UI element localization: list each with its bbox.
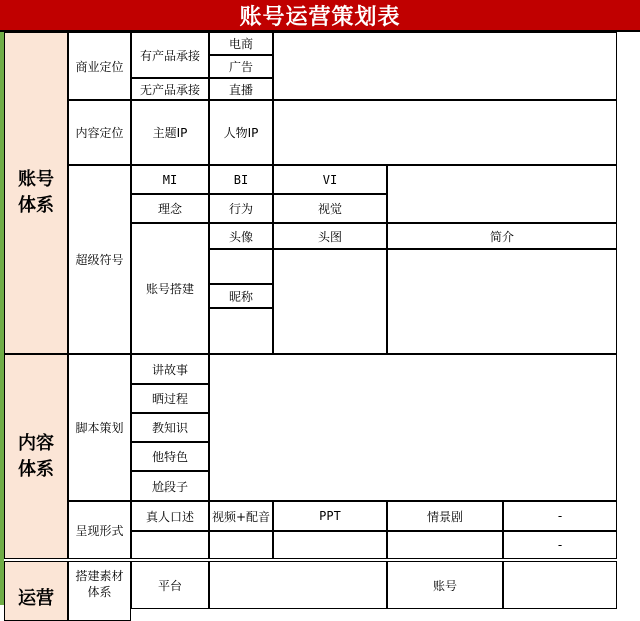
script-item-storytelling: 讲故事 xyxy=(131,354,209,384)
intro-value-cell[interactable] xyxy=(387,249,617,354)
section-content-system xyxy=(4,354,68,559)
platform-label: 平台 xyxy=(131,561,209,609)
form-dash-1: - xyxy=(503,501,617,531)
intro-label: 简介 xyxy=(387,223,617,249)
script-item-process: 晒过程 xyxy=(131,384,209,413)
nickname-label: 昵称 xyxy=(209,284,273,308)
form-ppt: PPT xyxy=(273,501,387,531)
section-account-line1: 账号 xyxy=(18,169,54,190)
mi-label: MI xyxy=(131,165,209,194)
materials-system-label xyxy=(68,561,131,621)
materials-label-line1: 搭建素材 xyxy=(75,569,124,583)
bi-label: BI xyxy=(209,165,273,194)
avatar-value-cell[interactable] xyxy=(209,249,273,284)
content-positioning-area[interactable] xyxy=(273,100,617,165)
section-account-system xyxy=(4,32,68,354)
sheet-title: 账号运营策划表 xyxy=(0,0,640,32)
theme-ip-label: 主题IP xyxy=(131,100,209,165)
account-build-label: 账号搭建 xyxy=(131,223,209,354)
super-symbol-label: 超级符号 xyxy=(68,165,131,354)
business-content-area[interactable] xyxy=(273,32,617,100)
form-value-live-talk[interactable] xyxy=(131,531,209,559)
script-item-jokes: 尬段子 xyxy=(131,471,209,501)
vi-label: VI xyxy=(273,165,387,194)
header-image-value-cell[interactable] xyxy=(273,249,387,354)
form-video-voiceover: 视频+配音 xyxy=(209,501,273,531)
section-content-line1: 内容 xyxy=(18,432,54,454)
form-live-talk: 真人口述 xyxy=(131,501,209,531)
section-operation xyxy=(4,561,68,621)
script-planning-label: 脚本策划 xyxy=(68,354,131,501)
persona-ip-label: 人物IP xyxy=(209,100,273,165)
script-item-features: 他特色 xyxy=(131,442,209,471)
section-operation-line1: 运营 xyxy=(18,588,54,609)
form-value-video-voiceover[interactable] xyxy=(209,531,273,559)
materials-label-line2: 体系 xyxy=(87,585,112,599)
content-positioning-label: 内容定位 xyxy=(68,100,131,165)
concept-label: 理念 xyxy=(131,194,209,223)
without-product-label: 无产品承接 xyxy=(131,78,209,100)
section-account-line2: 体系 xyxy=(18,195,54,216)
symbol-content-area[interactable] xyxy=(387,165,617,223)
form-sketch: 情景剧 xyxy=(387,501,503,531)
nickname-value-cell[interactable] xyxy=(209,308,273,354)
header-image-label: 头图 xyxy=(273,223,387,249)
presentation-label: 呈现形式 xyxy=(68,501,131,559)
form-value-sketch[interactable] xyxy=(387,531,503,559)
ecommerce-label: 电商 xyxy=(209,32,273,55)
form-value-ppt[interactable] xyxy=(273,531,387,559)
platform-value-cell[interactable] xyxy=(209,561,387,609)
operation-account-value-cell[interactable] xyxy=(503,561,617,609)
behavior-label: 行为 xyxy=(209,194,273,223)
script-item-teaching: 教知识 xyxy=(131,413,209,442)
form-dash-2: - xyxy=(503,531,617,559)
section-content-line2: 体系 xyxy=(18,458,54,480)
visual-label: 视觉 xyxy=(273,194,387,223)
script-content-area[interactable] xyxy=(209,354,617,501)
ads-label: 广告 xyxy=(209,55,273,78)
avatar-label: 头像 xyxy=(209,223,273,249)
with-product-label: 有产品承接 xyxy=(131,32,209,78)
business-positioning-label: 商业定位 xyxy=(68,32,131,100)
livestream-label: 直播 xyxy=(209,78,273,100)
operation-account-label: 账号 xyxy=(387,561,503,609)
